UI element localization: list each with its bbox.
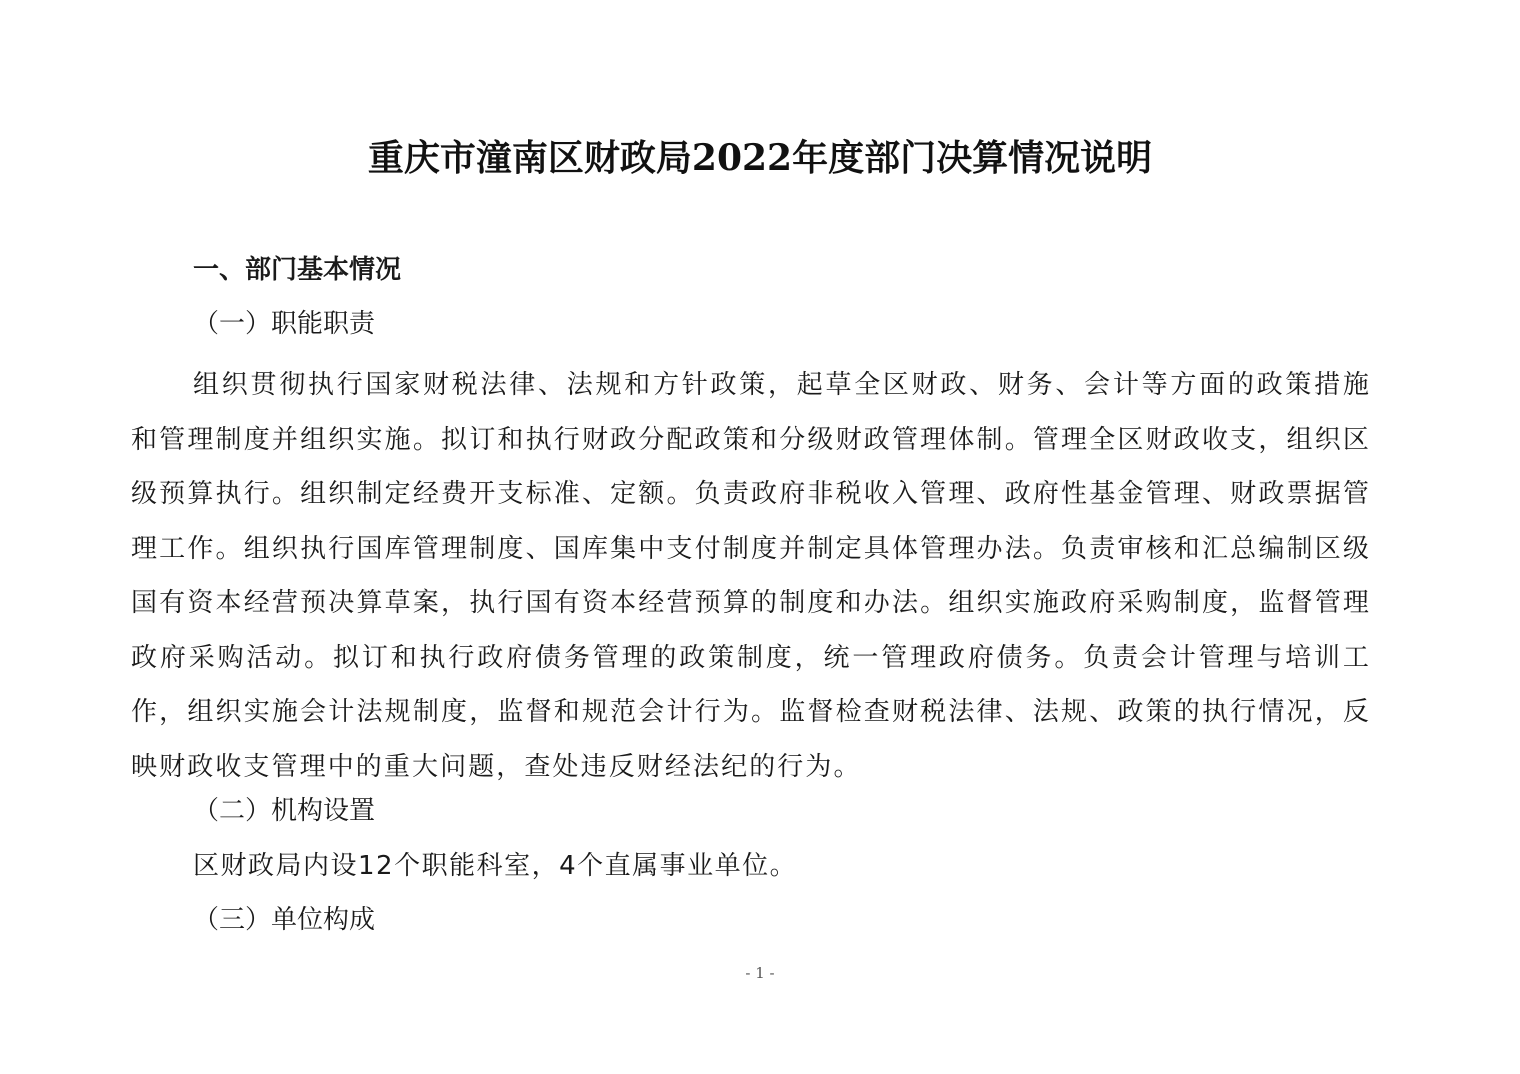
section-heading-basic-info: 一、部门基本情况 xyxy=(193,255,402,285)
organization-paragraph: 区财政局内设12个职能科室，4个直属事业单位。 xyxy=(193,851,798,881)
page-number: - 1 - xyxy=(745,964,775,982)
duties-paragraph: 组织贯彻执行国家财税法律、法规和方针政策，起草全区财政、财务、会计等方面的政策措施和管理制度并组织实施。拟订和执行财政分配政策和分级财政管理体制。管理全区财政收支，组织区级预算执行。组织制定经费开支标准、定额。负责政府非税收入管理、政府性基金管理、财政票据管理工作。组织执行国库管理制度、国库集中支付制度并制定具体管理办法。负责审核和汇总编制区级国有资本经营预决算草案，执行国有资本经营预算的制度和办法。组织实施政府采购制度，监督管理政府采购活动。拟订和执行政府债务管理的政策制度，统一管理政府债务。负责会计管理与培训工作，组织实施会计法规制度，监督和规范会计行为。监督检查财税法律、法规、政策的执行情况，反映财政收支管理中的重大问题，查处违反财经法纪的行为。 xyxy=(131,370,1371,782)
document-title: 重庆市潼南区财政局2022年度部门决算情况说明 xyxy=(367,137,1153,179)
subsection-heading-duties: （一）职能职责 xyxy=(193,309,376,339)
subsection-heading-organization: （二）机构设置 xyxy=(193,796,376,826)
subsection-heading-units: （三）单位构成 xyxy=(193,905,376,935)
